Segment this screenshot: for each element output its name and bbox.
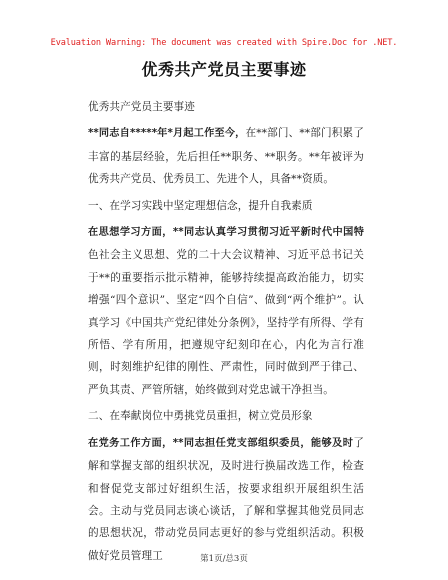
section-heading-2: 二、在奉献岗位中勇挑党员重担，树立党员形象 [88, 410, 313, 423]
paragraph-study [88, 221, 364, 401]
paragraph-study-text: 色社会主义思想、党的二十大会议精神、习近平总书记关于**的重要指示批示精神，能够持续提高政治能力，切实增强“四个意识”、坚定“四个自信”、做到“两个维护”。认真学习《中国共产党纪律处分条例》，坚持学有所得、学有所悟、学有所用，把遵规守纪刻印在心，内化为言行准则，时刻维护纪律的刚性、严肃性，同时做到严于律己、严负其责、严管所辖，始终做到对党忠诚干净担当。 [88, 249, 364, 396]
paragraph-intro [88, 122, 364, 190]
paragraph-party-work-lead: 在党务工作方面，**同志担任党支部组织委员，能够及时 [88, 437, 354, 449]
document-title: 优秀共产党员主要事迹 [141, 60, 307, 79]
paragraph-intro-text: 在**部门、**部门积累了丰富的基层经验，先后担任**职务、**职务。**年被评为优秀共产党员、优秀员工、先进个人，具备**资质。 [88, 127, 364, 186]
subtitle: 优秀共产党员主要事迹 [88, 101, 195, 113]
paragraph-party-work [88, 432, 364, 567]
page-number: 第1页/总3页 [200, 554, 248, 564]
document-body [88, 96, 364, 567]
section-heading-1: 一、在学习实践中坚定理想信念，提升自我素质 [88, 199, 313, 212]
paragraph-intro-lead: **同志自*****年*月起工作至今， [88, 128, 246, 140]
evaluation-warning: Evaluation Warning: The document was created with Spire.Doc for .NET. [50, 38, 398, 48]
paragraph-party-work-text: 了解和掌握支部的组织状况，及时进行换届改选工作，检查和督促党支部过好组织生活，按要求组织开展组织生活会。主动与党员同志谈心谈话，了解和掌握其他党员同志的思想状况，带动党员同志更好的参与党组织活动。积极做好党员管理工 [88, 436, 364, 562]
paragraph-study-lead: 在思想学习方面，**同志认真学习贯彻习近平新时代中国特 [88, 227, 364, 239]
